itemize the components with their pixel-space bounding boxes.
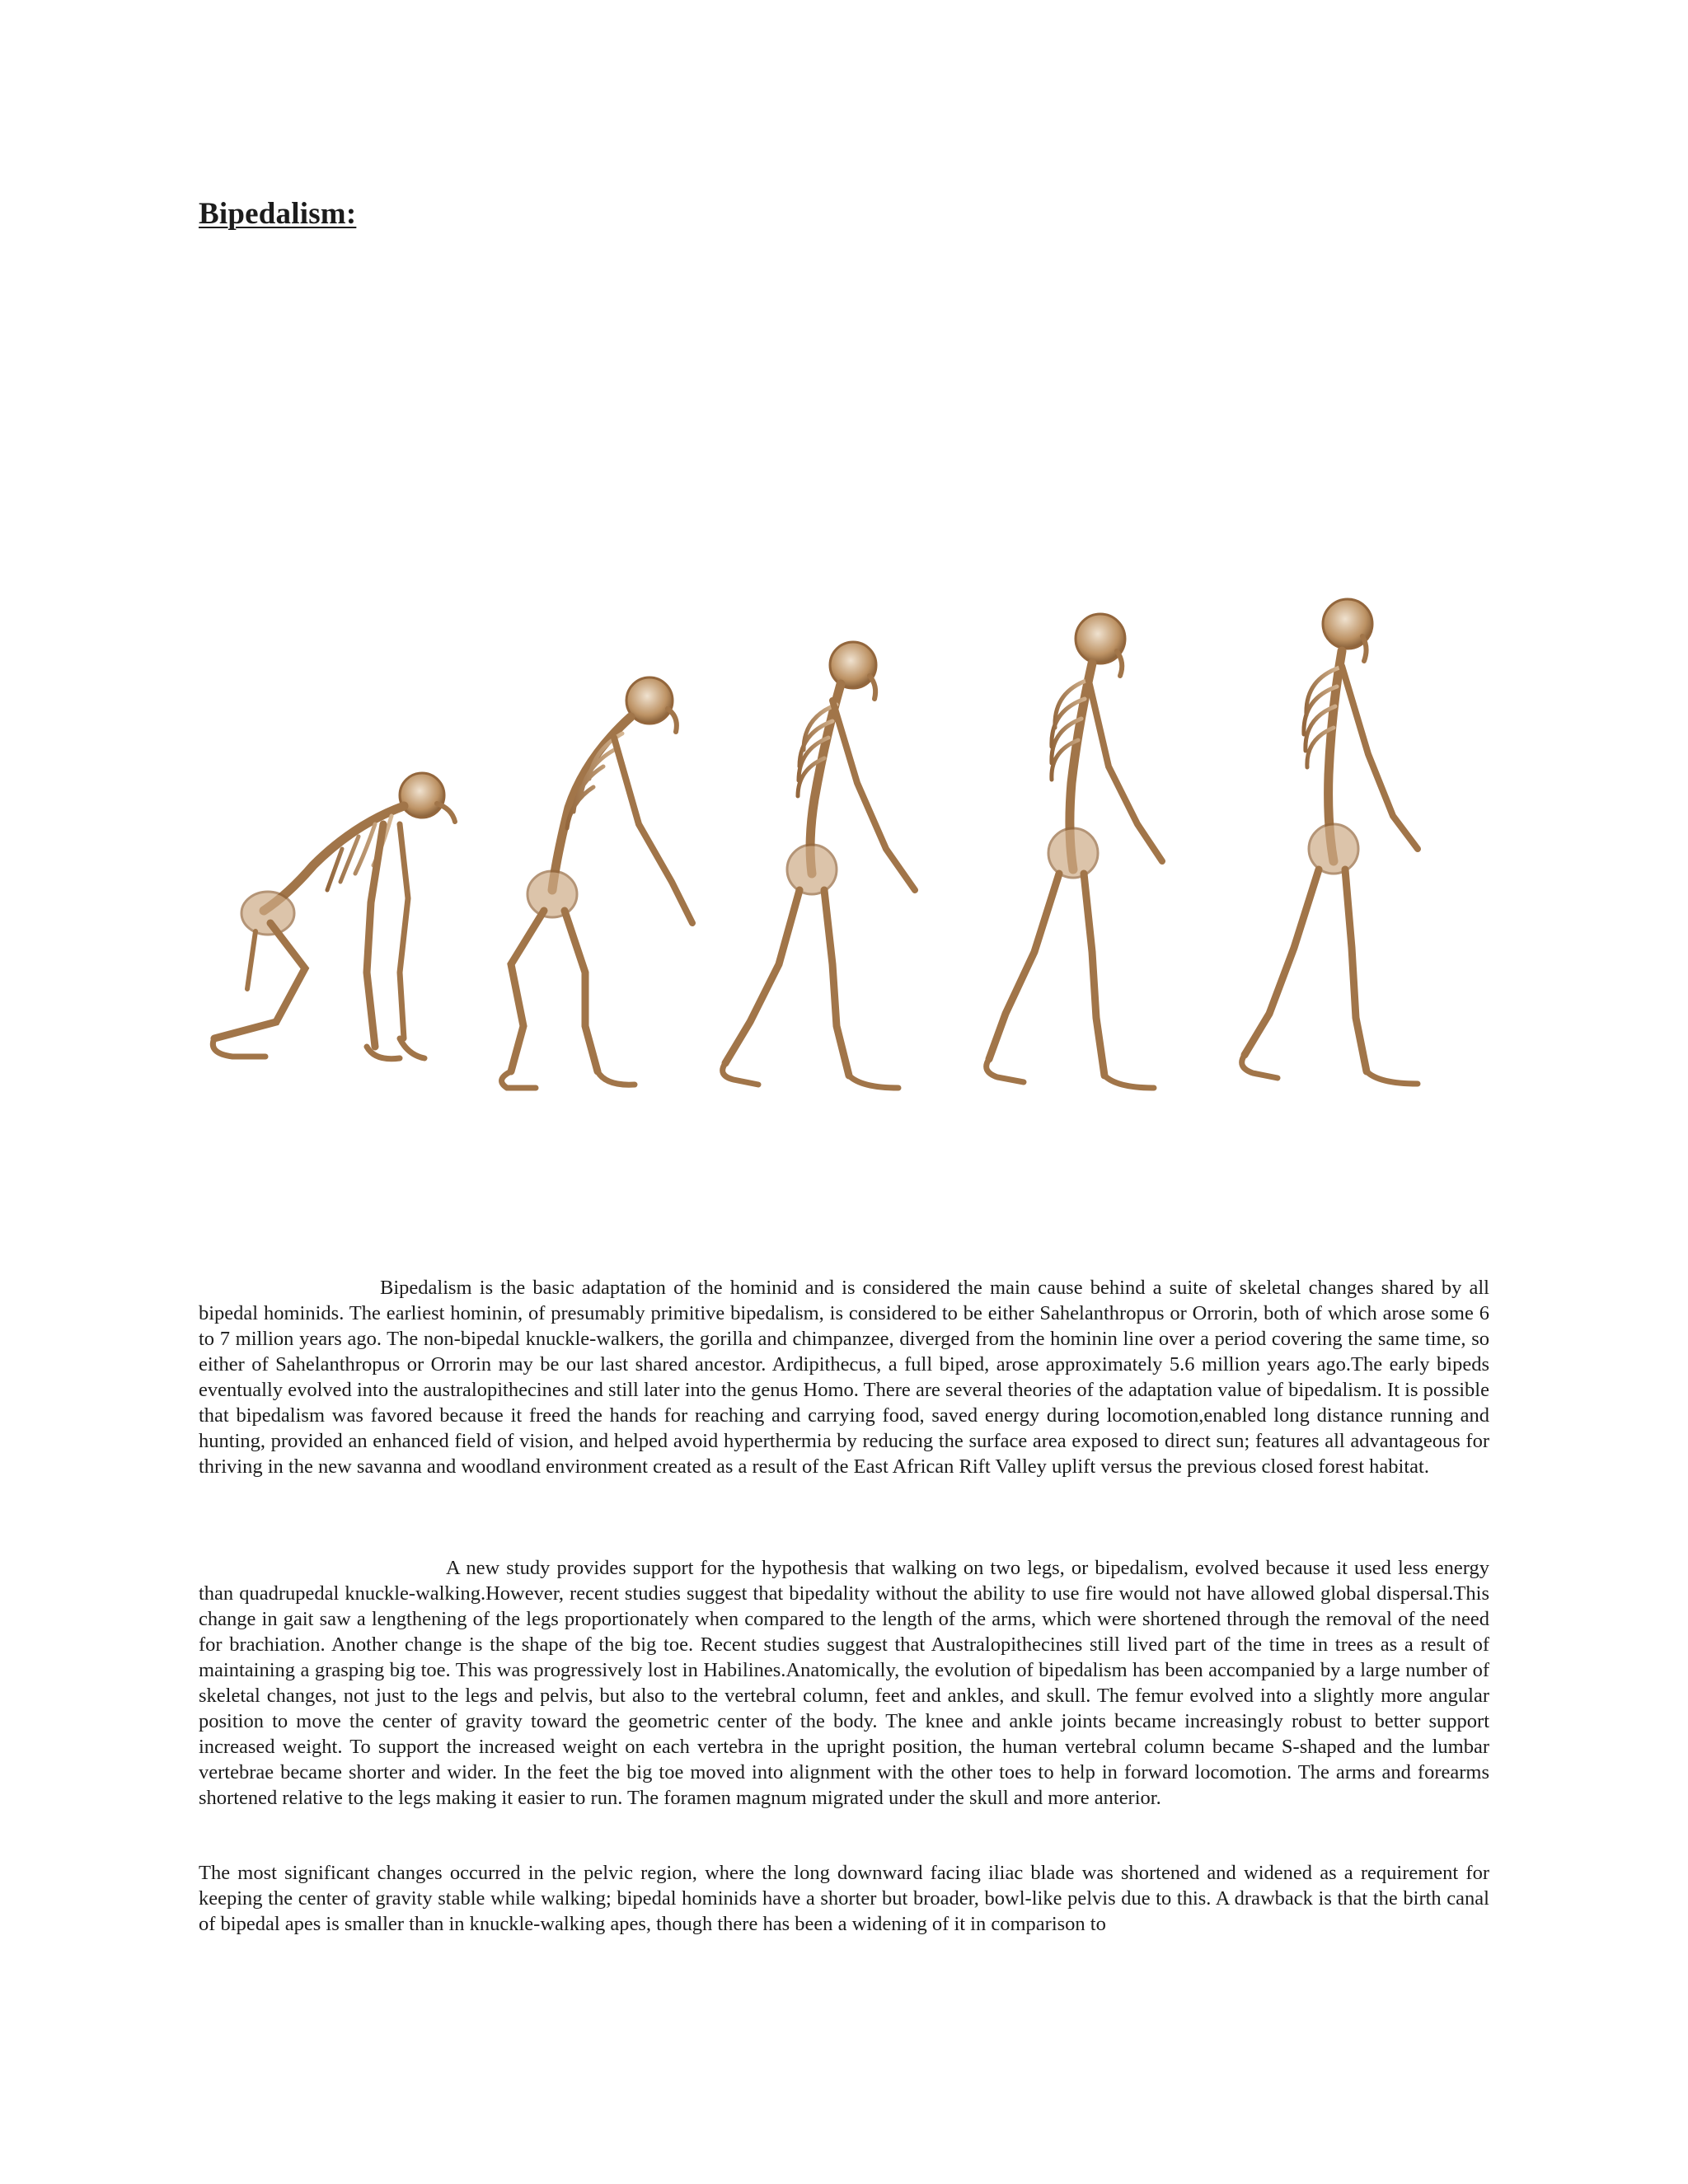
paragraph-1: Bipedalism is the basic adaptation of the hominid and is considered the main cause behind a suite of skeletal changes shared by all bipedal hominids. The earliest hominin, of presumably primitive bipedalism, is considered to be either Sahelanthropus or Orrorin, both of which arose some 6 to 7 million years ago. The non-bipedal knuckle-walkers, the gorilla and chimpanzee, diverged from the hominin line over a period covering the same time, so either of Sahelanthropus or Orrorin may be our last shared ancestor. Ardipithecus, a full biped, arose approximately 5.6 million years ago.The early bipeds eventually evolved into the australopithecines and still later into the genus Homo. There are several theories of the adaptation value of bipedalism. It is possible that bipedalism was favored because it freed the hands for reaching and carrying food, saved energy during locomotion,enabled long distance running and hunting, provided an enhanced field of vision, and helped avoid hyperthermia by reducing the surface area exposed to direct sun; features all advantageous for thriving in the new savanna and woodland environment created as a result of the East African Rift Valley uplift versus the previous closed forest habitat. [199,1277,1489,1478]
skeleton-early-hominid [502,677,692,1088]
paragraph-2: A new study provides support for the hypothesis that walking on two legs, or bipedalism, evolved because it used less energy than quadrupedal knuckle-walking.However, recent studies suggest that bipedality without the ability to use fire would not have allowed global dispersal.This change in gait saw a lengthening of the legs proportionately when compared to the length of the arms, which were shortened through the removal of the need for brachiation. Another change is the shape of the big toe. Recent studies suggest that Australopithecines still lived part of the time in trees as a result of maintaining a grasping big toe. This was progressively lost in Habilines.Anatomically, the evolution of bipedalism has been accompanied by a large number of skeletal changes, not just to the legs and pelvis, but also to the vertebral column, feet and ankles, and skull. The femur evolved into a slightly more angular position to move the center of gravity toward the geometric center of the body. The knee and ankle joints became increasingly robust to better support increased weight. To support the increased weight on each vertebra in the upright position, the human vertebral column became S-shaped and the lumbar vertebrae became shorter and wider. In the feet the big toe moved into alignment with the other toes to help in forward locomotion. The arms and forearms shortened relative to the legs making it easier to run. The foramen magnum migrated under the skull and more anterior. [199,1557,1489,1809]
skeleton-homo-sapiens [1242,599,1418,1084]
skeleton-ape [213,773,455,1059]
skeleton-homo-erectus [987,614,1162,1088]
evolution-skeletons-figure [198,577,1500,1104]
section-heading: Bipedalism: [199,197,357,231]
human-evolution-skeletons-icon [198,577,1500,1104]
skeleton-australopithecus [723,642,915,1088]
paragraph-3: The most significant changes occurred in the pelvic region, where the long downward facing iliac blade was shortened and widened as a requirement for keeping the center of gravity stable while walking; bipedal hominids have a shorter but broader, bowl-like pelvis due to this. A drawback is that the birth canal of bipedal apes is smaller than in knuckle-walking apes, though there has been a widening of it in comparison to [199,1862,1489,1935]
